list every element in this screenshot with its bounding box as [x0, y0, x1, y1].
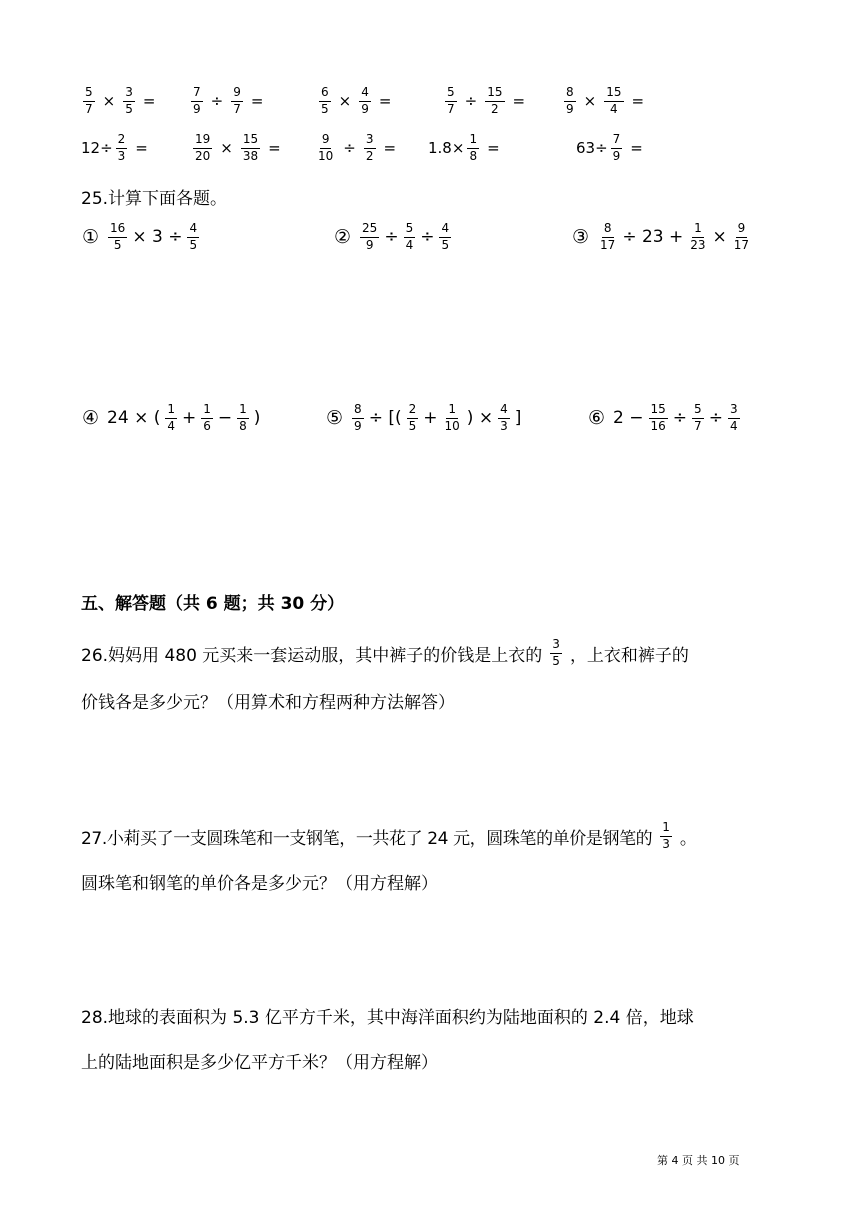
- fraction: $\frac{9}{10}$: [318, 132, 334, 163]
- question-26-line-1: 26.妈妈用 480 元买来一套运动服，其中裤子的价钱是上衣的 $\frac{3}{5}$ ，上衣和裤子的: [81, 637, 689, 668]
- fraction: $\frac{3}{2}$: [365, 132, 374, 163]
- fraction: $\frac{1}{3}$: [662, 820, 670, 851]
- fraction: $\frac{4}{3}$: [500, 402, 508, 433]
- row1-item-1: $\frac{5}{7}$ × $\frac{3}{5}$ =: [85, 85, 156, 116]
- fraction: $\frac{3}{5}$: [125, 85, 133, 116]
- q25-problem-1: ① $\frac{16}{5}$ × 3 ÷ $\frac{4}{5}$: [82, 221, 198, 252]
- fraction: $\frac{1}{4}$: [167, 402, 176, 433]
- row2-item-1: 12÷ $\frac{2}{3}$ =: [81, 132, 148, 163]
- fraction: $\frac{5}{7}$: [694, 402, 702, 433]
- fraction: $\frac{2}{5}$: [408, 402, 417, 433]
- fraction: $\frac{15}{38}$: [242, 132, 259, 163]
- fraction: $\frac{8}{9}$: [354, 402, 362, 433]
- row1-item-4: $\frac{5}{7}$ ÷ $\frac{15}{2}$ =: [447, 85, 526, 116]
- fraction: $\frac{15}{2}$: [487, 85, 503, 116]
- row2-item-2: $\frac{19}{20}$ × $\frac{15}{38}$ =: [195, 132, 281, 163]
- fraction: $\frac{7}{9}$: [612, 132, 621, 163]
- row2-item-5: 63÷ $\frac{7}{9}$ =: [576, 132, 643, 163]
- fraction: $\frac{3}{5}$: [552, 637, 560, 668]
- fraction: $\frac{4}{5}$: [189, 221, 198, 252]
- fraction: $\frac{1}{23}$: [690, 221, 706, 252]
- fraction: $\frac{7}{9}$: [193, 85, 201, 116]
- q25-problem-4: ④ 24 × ( $\frac{1}{4}$ + $\frac{1}{6}$ − $\frac{1}{8}$ ): [82, 402, 261, 433]
- q25-problem-5: ⑤ $\frac{8}{9}$ ÷ [( $\frac{2}{5}$ + $\frac{1}{10}$ ) × $\frac{4}{3}$ ]: [326, 402, 522, 433]
- question-28-line-2: 上的陆地面积是多少亿平方千米？（用方程解）: [81, 1053, 438, 1073]
- fraction: $\frac{6}{5}$: [321, 85, 329, 116]
- fraction: $\frac{5}{4}$: [405, 221, 414, 252]
- fraction: $\frac{15}{16}$: [650, 402, 666, 433]
- q25-problem-3: ③ $\frac{8}{17}$ ÷ 23 + $\frac{1}{23}$ × $\frac{9}{17}$: [572, 221, 750, 252]
- row2-item-3: $\frac{9}{10}$ ÷ $\frac{3}{2}$ =: [318, 132, 397, 163]
- fraction: $\frac{5}{7}$: [447, 85, 455, 116]
- fraction: $\frac{2}{3}$: [117, 132, 126, 163]
- fraction: $\frac{8}{9}$: [566, 85, 574, 116]
- row2-item-4: 1.8× $\frac{1}{8}$ =: [428, 132, 500, 163]
- question-27-line-1: 27.小莉买了一支圆珠笔和一支钢笔，一共花了 24 元，圆珠笔的单价是钢笔的 $\frac{1}{3}$ 。: [81, 820, 697, 851]
- fraction: $\frac{19}{20}$: [195, 132, 211, 163]
- page-number: 第 4 页 共 10 页: [657, 1154, 740, 1167]
- question-27-line-2: 圆珠笔和钢笔的单价各是多少元？（用方程解）: [81, 874, 438, 894]
- question-25-title: 25.计算下面各题。: [81, 189, 228, 209]
- q25-problem-6: ⑥ 2 − $\frac{15}{16}$ ÷ $\frac{5}{7}$ ÷ $\frac{3}{4}$: [588, 402, 738, 433]
- question-28-line-1: 28.地球的表面积为 5.3 亿平方千米，其中海洋面积约为陆地面积的 2.4 倍，地球: [81, 1008, 694, 1028]
- fraction: $\frac{5}{7}$: [85, 85, 93, 116]
- fraction: $\frac{1}{10}$: [444, 402, 460, 433]
- fraction: $\frac{15}{4}$: [606, 85, 622, 116]
- row1-item-2: $\frac{7}{9}$ ÷ $\frac{9}{7}$ =: [193, 85, 264, 116]
- fraction: $\frac{4}{5}$: [441, 221, 450, 252]
- q25-problem-2: ② $\frac{25}{9}$ ÷ $\frac{5}{4}$ ÷ $\frac{4}{5}$: [334, 221, 450, 252]
- fraction: $\frac{3}{4}$: [729, 402, 738, 433]
- fraction: $\frac{8}{17}$: [600, 221, 616, 252]
- question-26-line-2: 价钱各是多少元？（用算术和方程两种方法解答）: [81, 693, 455, 713]
- fraction: $\frac{16}{5}$: [110, 221, 126, 252]
- fraction: $\frac{9}{17}$: [733, 221, 750, 252]
- fraction: $\frac{1}{8}$: [239, 402, 247, 433]
- row1-item-3: $\frac{6}{5}$ × $\frac{4}{9}$ =: [321, 85, 392, 116]
- fraction: $\frac{1}{8}$: [469, 132, 478, 163]
- row1-item-5: $\frac{8}{9}$ × $\frac{15}{4}$ =: [566, 85, 645, 116]
- fraction: $\frac{4}{9}$: [361, 85, 369, 116]
- fraction: $\frac{9}{7}$: [233, 85, 241, 116]
- section-heading: 五、解答题（共 6 题；共 30 分）: [81, 594, 345, 614]
- fraction: $\frac{25}{9}$: [362, 221, 378, 252]
- fraction: $\frac{1}{6}$: [203, 402, 211, 433]
